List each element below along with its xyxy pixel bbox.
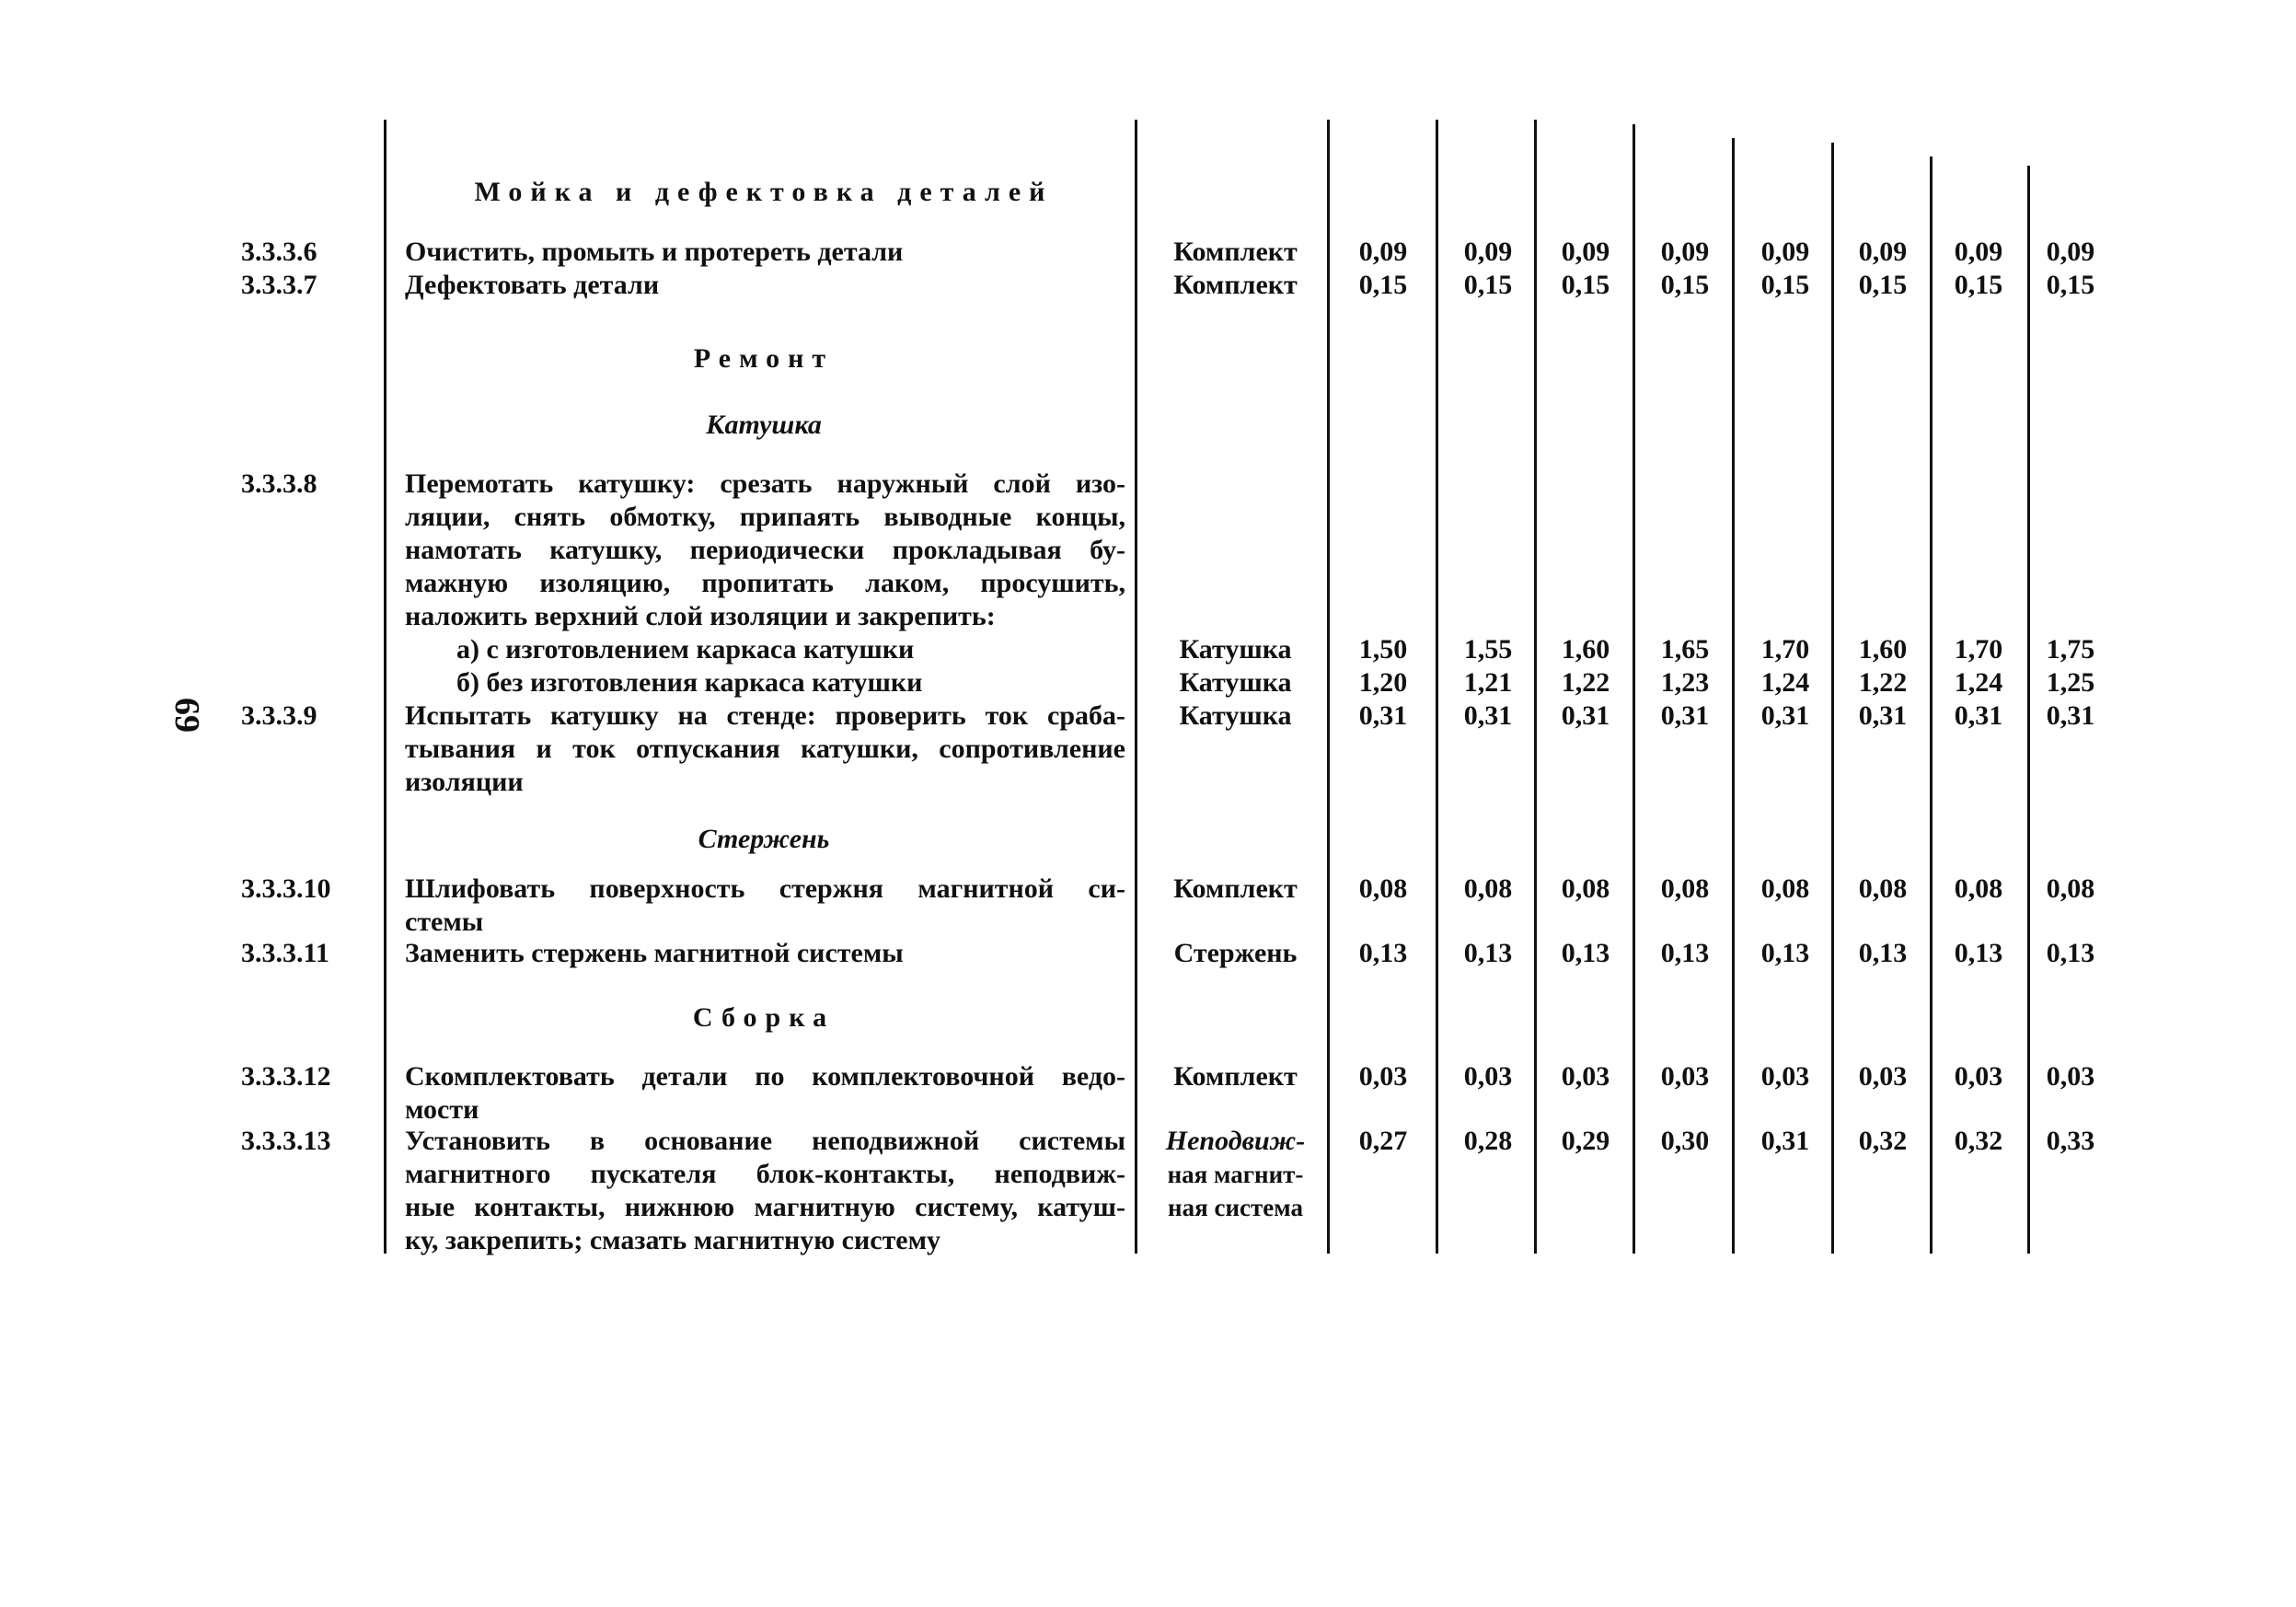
norm-value-cell: 1,21 bbox=[1463, 667, 1513, 698]
norm-value-cell: 0,03 bbox=[1660, 1061, 1710, 1092]
row-description-line: намотать катушку, периодически прокладывая бу- bbox=[405, 535, 1125, 565]
norm-value-cell: 0,08 bbox=[2046, 873, 2095, 904]
row-description-line: ку, закрепить; смазать магнитную систему bbox=[405, 1225, 941, 1255]
row-unit-line: ная магнит- bbox=[1167, 1161, 1304, 1188]
norm-value-cell: 0,28 bbox=[1463, 1126, 1513, 1156]
row-code: 3.3.3.7 bbox=[241, 270, 317, 300]
row-description: Заменить стержень магнитной системы bbox=[405, 938, 904, 968]
row-unit-line: ная система bbox=[1168, 1194, 1303, 1221]
norm-value-cell: 0,03 bbox=[1858, 1061, 1908, 1092]
norm-value-cell: 0,15 bbox=[1954, 270, 2003, 300]
row-code: 3.3.3.9 bbox=[241, 700, 317, 731]
norm-value-cell: 0,08 bbox=[1463, 873, 1513, 904]
norm-value-cell: 0,15 bbox=[1561, 270, 1610, 300]
column-rule bbox=[384, 120, 387, 1254]
row-description: Дефектовать детали bbox=[405, 270, 660, 300]
column-rule bbox=[1732, 138, 1735, 1254]
norm-value-cell: 0,15 bbox=[1660, 270, 1710, 300]
row-description-line: Перемотать катушку: срезать наружный слой изо- bbox=[405, 468, 1125, 499]
row-unit: Комплект bbox=[1173, 237, 1298, 267]
norm-value-cell: 1,65 bbox=[1660, 634, 1710, 665]
norm-value-cell: 0,09 bbox=[2046, 237, 2095, 267]
row-description-line: мости bbox=[405, 1094, 479, 1125]
row-description-line: Скомплектовать детали по комплектовочной ведо- bbox=[405, 1061, 1125, 1092]
norm-value-cell: 0,09 bbox=[1561, 237, 1610, 267]
norm-value-cell: 0,08 bbox=[1660, 873, 1710, 904]
row-code: 3.3.3.8 bbox=[241, 468, 317, 499]
row-unit: Катушка bbox=[1179, 667, 1292, 698]
norm-value-cell: 0,31 bbox=[1858, 700, 1908, 731]
norm-value-cell: 0,15 bbox=[1358, 270, 1408, 300]
row-description-line: Установить в основание неподвижной системы bbox=[405, 1126, 1125, 1156]
row-code: 3.3.3.10 bbox=[241, 873, 331, 904]
norm-value-cell: 0,13 bbox=[1760, 938, 1810, 968]
norm-value-cell: 0,15 bbox=[1858, 270, 1908, 300]
row-description-line: ные контакты, нижнюю магнитную систему, катуш- bbox=[405, 1192, 1125, 1222]
norm-value-cell: 0,13 bbox=[1954, 938, 2003, 968]
norm-value-cell: 1,60 bbox=[1858, 634, 1908, 665]
row-description: а) с изготовлением каркаса катушки bbox=[456, 634, 915, 665]
norm-value-cell: 1,55 bbox=[1463, 634, 1513, 665]
norm-value-cell: 1,50 bbox=[1358, 634, 1408, 665]
column-rule bbox=[1831, 143, 1834, 1254]
row-unit: Комплект bbox=[1173, 873, 1298, 904]
norm-value-cell: 0,13 bbox=[1660, 938, 1710, 968]
row-description-line: стемы bbox=[405, 907, 484, 937]
row-unit: Комплект bbox=[1173, 270, 1298, 300]
norm-value-cell: 0,31 bbox=[1760, 700, 1810, 731]
row-description-line: мажную изоляцию, пропитать лаком, просушить, bbox=[405, 568, 1125, 598]
norm-value-cell: 0,15 bbox=[2046, 270, 2095, 300]
norm-value-cell: 0,03 bbox=[1463, 1061, 1513, 1092]
row-unit: Комплект bbox=[1173, 1061, 1298, 1092]
row-unit-line: Неподвиж- bbox=[1165, 1126, 1306, 1156]
norm-value-cell: 0,09 bbox=[1954, 237, 2003, 267]
norm-value-cell: 0,32 bbox=[1858, 1126, 1908, 1156]
norm-value-cell: 0,08 bbox=[1858, 873, 1908, 904]
norm-value-cell: 0,31 bbox=[2046, 700, 2095, 731]
row-description-line: Шлифовать поверхность стержня магнитной си- bbox=[405, 873, 1125, 904]
norm-value-cell: 0,08 bbox=[1760, 873, 1810, 904]
norm-value-cell: 1,22 bbox=[1858, 667, 1908, 698]
norm-value-cell: 0,09 bbox=[1858, 237, 1908, 267]
row-code: 3.3.3.6 bbox=[241, 237, 317, 267]
section-heading-washing: Мойка и дефектовка деталей bbox=[474, 177, 1054, 207]
norm-value-cell: 0,31 bbox=[1660, 700, 1710, 731]
row-description-line: ляции, снять обмотку, припаять выводные концы, bbox=[405, 502, 1125, 532]
column-rule bbox=[1436, 120, 1438, 1254]
norm-value-cell: 1,23 bbox=[1660, 667, 1710, 698]
norm-value-cell: 0,08 bbox=[1358, 873, 1408, 904]
section-heading-repair: Ремонт bbox=[693, 343, 835, 374]
row-description-line: магнитного пускателя блок-контакты, неподвиж- bbox=[405, 1159, 1125, 1189]
column-rule bbox=[1135, 120, 1137, 1254]
row-code: 3.3.3.13 bbox=[241, 1126, 331, 1156]
norm-value-cell: 0,30 bbox=[1660, 1126, 1710, 1156]
norm-value-cell: 0,13 bbox=[1561, 938, 1610, 968]
norm-value-cell: 0,15 bbox=[1760, 270, 1810, 300]
norm-value-cell: 0,03 bbox=[1358, 1061, 1408, 1092]
row-unit: Катушка bbox=[1179, 634, 1292, 665]
norm-value-cell: 0,09 bbox=[1660, 237, 1710, 267]
row-unit: Катушка bbox=[1179, 700, 1292, 731]
norm-value-cell: 0,13 bbox=[1463, 938, 1513, 968]
norm-value-cell: 0,31 bbox=[1561, 700, 1610, 731]
norm-value-cell: 1,70 bbox=[1954, 634, 2003, 665]
norm-value-cell: 0,13 bbox=[1358, 938, 1408, 968]
norm-value-cell: 0,09 bbox=[1358, 237, 1408, 267]
row-description: б) без изготовления каркаса катушки bbox=[456, 667, 923, 698]
norm-value-cell: 0,13 bbox=[2046, 938, 2095, 968]
norm-value-cell: 0,08 bbox=[1561, 873, 1610, 904]
norm-value-cell: 0,15 bbox=[1463, 270, 1513, 300]
row-description-line: тывания и ток отпускания катушки, сопротивление bbox=[405, 734, 1125, 764]
row-description: Очистить, промыть и протереть детали bbox=[405, 237, 904, 267]
norm-value-cell: 0,08 bbox=[1954, 873, 2003, 904]
column-rule bbox=[1633, 124, 1635, 1254]
norm-value-cell: 0,31 bbox=[1358, 700, 1408, 731]
norm-value-cell: 0,03 bbox=[1760, 1061, 1810, 1092]
section-heading-assembly: Сборка bbox=[692, 1002, 836, 1033]
norm-value-cell: 0,32 bbox=[1954, 1126, 2003, 1156]
norm-value-cell: 1,22 bbox=[1561, 667, 1610, 698]
norm-value-cell: 0,09 bbox=[1760, 237, 1810, 267]
subsection-heading-rod: Стержень bbox=[698, 824, 830, 854]
norm-value-cell: 1,24 bbox=[1760, 667, 1810, 698]
norm-value-cell: 1,25 bbox=[2046, 667, 2095, 698]
subsection-heading-coil: Катушка bbox=[706, 410, 822, 440]
norm-value-cell: 0,31 bbox=[1463, 700, 1513, 731]
row-code: 3.3.3.11 bbox=[241, 938, 329, 968]
row-description-line: Испытать катушку на стенде: проверить ток сраба- bbox=[405, 700, 1125, 731]
norm-value-cell: 1,60 bbox=[1561, 634, 1610, 665]
norm-value-cell: 0,31 bbox=[1760, 1126, 1810, 1156]
row-description-line: изоляции bbox=[405, 767, 524, 797]
page-number: 69 bbox=[167, 698, 206, 733]
norm-value-cell: 0,31 bbox=[1954, 700, 2003, 731]
norm-value-cell: 0,13 bbox=[1858, 938, 1908, 968]
norm-value-cell: 0,29 bbox=[1561, 1126, 1610, 1156]
row-description-line: наложить верхний слой изоляции и закрепить: bbox=[405, 601, 996, 631]
norm-value-cell: 1,70 bbox=[1760, 634, 1810, 665]
column-rule bbox=[1534, 120, 1537, 1254]
norm-value-cell: 1,75 bbox=[2046, 634, 2095, 665]
norm-value-cell: 0,09 bbox=[1463, 237, 1513, 267]
norm-value-cell: 0,03 bbox=[1954, 1061, 2003, 1092]
norm-value-cell: 0,03 bbox=[2046, 1061, 2095, 1092]
row-unit: Стержень bbox=[1173, 938, 1298, 968]
norm-value-cell: 1,20 bbox=[1358, 667, 1408, 698]
row-code: 3.3.3.12 bbox=[241, 1061, 331, 1092]
norm-value-cell: 0,33 bbox=[2046, 1126, 2095, 1156]
norm-value-cell: 1,24 bbox=[1954, 667, 2003, 698]
norm-value-cell: 0,27 bbox=[1358, 1126, 1408, 1156]
norm-value-cell: 0,03 bbox=[1561, 1061, 1610, 1092]
